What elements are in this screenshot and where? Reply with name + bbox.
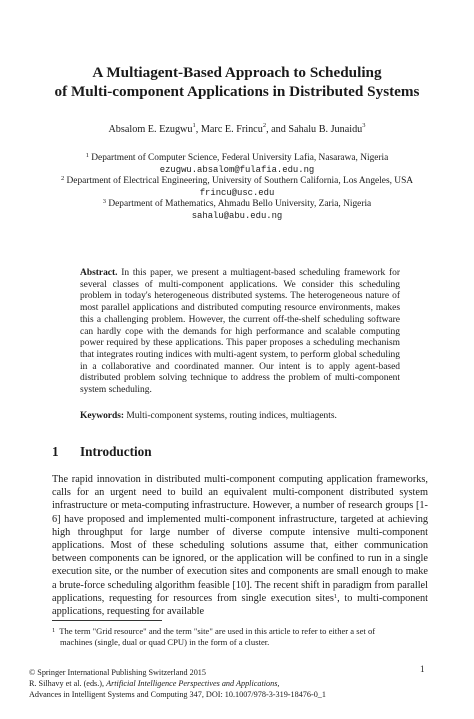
footnote — [52, 626, 428, 648]
footnote-reference[interactable]: 1 — [333, 592, 338, 600]
affiliation-1 — [0, 152, 474, 176]
affiliation-email: sahalu@abu.edu.ng — [191, 211, 283, 221]
editors-line — [29, 678, 326, 689]
keywords-text: Multi-component systems, routing indices, multiagents. — [124, 411, 337, 421]
affiliation-mark: 1 — [85, 152, 89, 159]
keywords-label: Keywords: — [80, 411, 125, 421]
body-text-continued: , to multi-component applications, requesting for available — [52, 592, 429, 618]
book-title: Artificial Intelligence Perspectives and Applications, — [106, 679, 280, 689]
author-affiliation-mark: 3 — [362, 122, 366, 129]
footnote-divider — [52, 620, 162, 621]
abstract-text: In this paper, we present a multiagent-based scheduling framework for several classes of multi-component applications. We consider this scheduling problem in today's heterogeneous distributed systems. The heterogeneous nature of most parallel applications and distributed computing resource environments, makes this a challenging problem. However, the current off-the-shelf scheduling software can hardly cope with the demands for high performance and scalable computing power required by these applications. This paper proposes a scheduling mechanism that integrates routing indices with multi-agent system, to perform global scheduling in a collaborative and coordinated manner. Our intent is to apply agent-based distributed problem solving technique to address the problem of multi-component system scheduling. — [80, 268, 400, 396]
body-paragraph — [52, 473, 428, 618]
affiliation-mark: 3 — [102, 198, 107, 205]
paper-title-line-2: of Multi-component Applications in Distributed Systems — [54, 83, 420, 100]
affiliation-2 — [0, 175, 474, 199]
section-number: 1 — [52, 444, 59, 459]
section-heading — [52, 444, 152, 460]
affiliation-3 — [0, 198, 474, 222]
keywords — [80, 410, 400, 422]
author-separator: , — [195, 124, 201, 135]
affiliation-dept: Department of Computer Science, Federal University Lafia, Nasarawa, Nigeria — [91, 153, 389, 163]
body-text: The rapid innovation in distributed multi-component computing application frameworks, calls for an urgent need to build an equivalent multi-component distributed system infrastructure or meta-computing infrastructure. However, a number of research groups [1-6] have proposed and implemented multi-component infrastructure, targeted at achieving high throughput for large number of diverse compute intensive multi-component applications. Most of these scheduling solutions assume that, either communication between components can be ignored, or the application will be confined to run in a single execution site, or the number of execution sites and components are small enough to make a brute-force scheduling algorithm feasible [10]. The recent shift in paradigm from parallel applications, requesting for resources from single execution sites — [52, 474, 428, 604]
footnote-mark: 1 — [52, 627, 56, 634]
affiliation-mark: 2 — [60, 175, 65, 182]
author-name: Sahalu B. Junaidu — [288, 124, 363, 135]
abstract-label: Abstract. — [80, 268, 118, 278]
footnote-text: The term "Grid resource" and the term "site" are used in this article to refer to either a set of — [57, 626, 376, 636]
author-affiliation-mark: 2 — [262, 122, 267, 129]
affiliation-email: frincu@usc.edu — [199, 188, 275, 198]
paper-title-line-1: A Multiagent-Based Approach to Scheduling — [92, 64, 382, 81]
affiliation-email: ezugwu.absalom@fulafia.edu.ng — [159, 165, 315, 175]
section-title: Introduction — [80, 444, 152, 459]
author-affiliation-mark: 1 — [192, 122, 196, 129]
publication-info — [29, 667, 326, 701]
affiliation-dept: Department of Mathematics, Ahmadu Bello University, Zaria, Nigeria — [108, 199, 372, 209]
author-separator: , and — [266, 124, 289, 135]
copyright-line: © Springer International Publishing Switzerland 2015 — [29, 668, 206, 677]
author-name: Marc E. Frincu — [200, 124, 263, 135]
footnote-text-continued: machines (single, dual or quad CPU) in the form of a cluster. — [60, 637, 270, 647]
series-line: Advances in Intelligent Systems and Computing 347, DOI: 10.1007/978-3-319-18476-0_1 — [29, 690, 326, 700]
affiliation-dept: Department of Electrical Engineering, University of Southern California, Los Angeles, USA — [66, 176, 414, 186]
page-number: 1 — [420, 664, 425, 674]
editors-prefix: R. Silhavy et al. (eds.), — [29, 679, 107, 689]
author-name: Absalom E. Ezugwu — [108, 124, 193, 135]
abstract — [80, 268, 400, 397]
author-list — [0, 124, 474, 135]
